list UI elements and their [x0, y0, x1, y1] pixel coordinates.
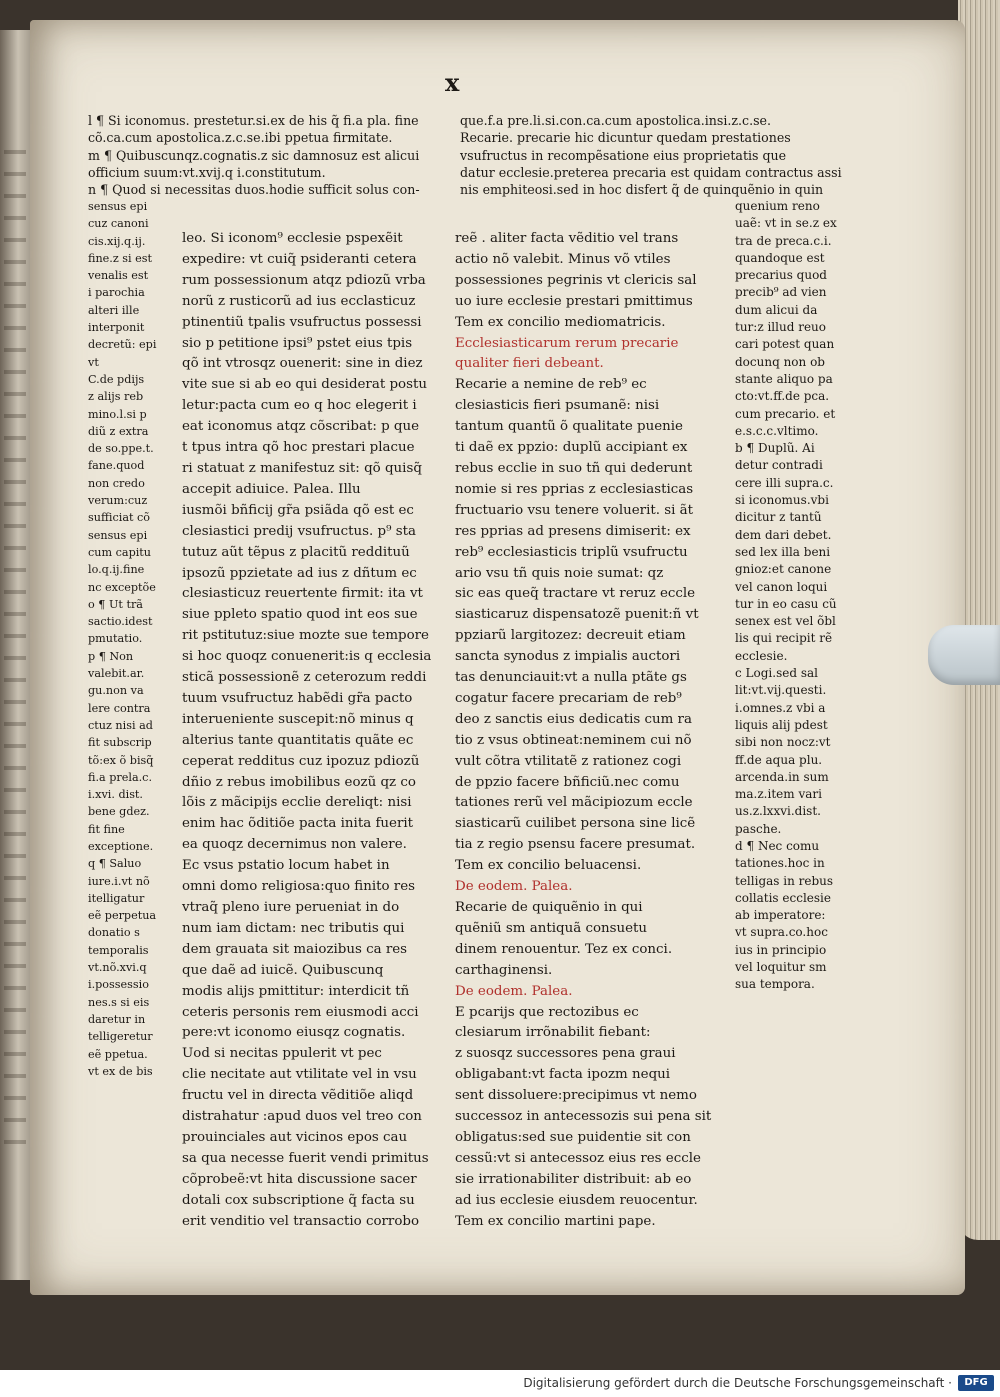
left-margin-line: tõ:ex õ bisq̃ — [88, 753, 154, 767]
page-clip — [928, 625, 1000, 685]
top-left-gloss-line: cõ.ca.cum apostolica.z.c.se.ibi ppetua firmitate. — [88, 130, 393, 146]
col2-line: ti daẽ ex ppzio: duplũ accipiant ex — [455, 440, 688, 456]
col1-line: alterius tante quantitatis quãte ec — [182, 732, 414, 748]
col1-line: sa qua necesse fuerit vendi primitus — [182, 1150, 429, 1166]
right-gloss-line: ma.z.item vari — [735, 787, 822, 802]
left-margin-line: sactio.idest — [88, 615, 153, 629]
right-gloss-line: detur contradi — [735, 458, 823, 473]
left-margin-line: lere contra — [88, 701, 151, 715]
col2-line: sent dissoluere:precipimus vt nemo — [455, 1088, 697, 1104]
col2-line: qualiter fieri debeant. — [455, 356, 604, 372]
left-margin-line: bene gdez. — [88, 805, 150, 819]
right-gloss-line: ab imperatore: — [735, 908, 826, 923]
left-margin-line: sufficiat cõ — [88, 511, 151, 525]
col2-line: ad ius ecclesie eiusdem reuocentur. — [455, 1192, 698, 1208]
col2-line: obligabant:vt facta ipozm nequi — [455, 1067, 671, 1083]
col2-line: tationes rerũ vel mãcipiozum eccle — [455, 795, 693, 811]
main-column-1 — [182, 229, 431, 1233]
col1-line: pere:vt iconomo eiusqz cognatis. — [182, 1025, 406, 1041]
col2-line: vult cõtra vtilitatẽ z rationez cogi — [455, 753, 682, 769]
right-gloss-line: pasche. — [735, 821, 782, 836]
right-gloss-line: tur:z illud reuo — [735, 320, 826, 335]
top-right-gloss-line: que.f.a pre.li.si.con.ca.cum apostolica.insi.z.c.se. — [460, 113, 771, 128]
col2-line: actio nõ valebit. Minus võ vtiles — [455, 251, 671, 267]
col2-line: siasticaruz dispensatozẽ puenit:ñ vt — [455, 607, 699, 623]
right-gloss-line: dem dari debet. — [735, 527, 832, 542]
col1-line: modis alijs pmittitur: interdicit tñ — [182, 983, 410, 999]
col1-line: dem grauata sit maiozibus ca res — [182, 941, 408, 957]
top-left-gloss-line: n ¶ Quod si necessitas duos.hodie sufficit solus con- — [88, 182, 420, 198]
left-margin-line: i.xvi. dist. — [88, 788, 143, 802]
right-gloss-line: dum alicui da — [735, 302, 818, 317]
right-gloss-line: cari potest quan — [735, 337, 835, 352]
col2-line: sie irrationabiliter distribuit: ab eo — [455, 1171, 692, 1187]
top-left-gloss-line: officium suum:vt.xvij.q i.constitutum. — [88, 164, 326, 180]
adjacent-page-edge — [0, 30, 30, 1280]
right-gloss-line: c Logi.sed sal — [735, 666, 818, 681]
top-right-gloss-line: Recarie. precarie hic dicuntur quedam prestationes — [460, 130, 791, 146]
left-margin-line: eẽ ppetua. — [88, 1047, 148, 1061]
col2-line: fructuario vsu tenere voluerit. si ãt — [455, 502, 694, 518]
right-gloss-line: stante aliquo pa — [735, 371, 833, 386]
left-margin-line: vt ex de bis — [88, 1064, 153, 1078]
col2-line: de ppzio facere bñficiũ.nec comu — [455, 774, 680, 790]
col1-line: qõ int vtrosqz ouenerit: sine in diez — [182, 356, 423, 372]
col1-line: distrahatur :apud duos vel treo con — [182, 1109, 422, 1125]
right-gloss-line: cto:vt.ff.de pca. — [735, 389, 830, 404]
col2-line: E pcarijs que rectozibus ec — [455, 1004, 639, 1020]
col1-line: rum possessionum atqz pdiozũ vrba — [182, 272, 426, 288]
col1-line: Uod si necitas ppulerit vt pec — [182, 1046, 382, 1062]
col1-line: norũ z rusticorũ ad ius ecclasticuz — [182, 293, 416, 309]
col2-line: deo z sanctis eius dedicatis cum ra — [455, 711, 692, 727]
col2-line: ppziarũ largitozez: decreuit etiam — [455, 628, 686, 644]
col2-line: Recarie de quiquẽnio in qui — [455, 900, 643, 915]
dfg-logo: DFG — [958, 1375, 994, 1391]
col1-line: rit pstitutuz:siue mozte sue tempore — [182, 628, 429, 644]
col1-line: tuum vsufructuz habẽdi gr̃a pacto — [182, 690, 413, 706]
left-margin-line: pmutatio. — [88, 632, 143, 646]
col1-line: vite sue si ab eo qui desiderat postu — [182, 377, 427, 393]
col2-line: sancta synodus z impialis auctori — [455, 649, 681, 665]
col1-line: ceteris personis rem eiusmodi acci — [182, 1004, 419, 1020]
col2-line: tio z vsus obtineat:neminem cui nõ — [455, 732, 692, 748]
right-gloss-line: docunq non ob — [735, 354, 825, 369]
right-gloss-line: vel canon loqui — [735, 579, 828, 594]
right-gloss-line: quandoque est — [735, 250, 825, 265]
left-margin-line: p ¶ Non — [88, 649, 134, 663]
left-margin-line: lo.q.ij.fine — [88, 563, 145, 577]
col2-line: cogatur facere precariam de reb⁹ — [455, 690, 682, 706]
left-margin-line: gu.non va — [88, 684, 144, 698]
left-margin-line: interponit — [88, 321, 145, 335]
col2-line: tia z regio psensu facere presumat. — [455, 837, 696, 853]
col1-line: letur:pacta cum eo q hoc elegerit i — [182, 398, 417, 414]
col2-line: res pprias ad presens dimiserit: ex — [455, 523, 691, 539]
left-margin-line: cum capitu — [88, 545, 152, 559]
col1-line: dñio z rebus imobilibus eozũ qz co — [182, 774, 416, 790]
right-gloss-line: cum precario. et — [735, 406, 836, 421]
col1-line: iusmõi bñficij gr̃a psiãda qõ est ec — [182, 502, 414, 518]
left-margin-line: nes.s si eis — [88, 995, 150, 1009]
col1-line: tutuz aũt tẽpus z placitũ reddituũ — [182, 544, 410, 560]
col2-line: tas denunciauit:vt a nulla ptãte gs — [455, 670, 687, 686]
left-margin-line: donatio s — [88, 926, 140, 940]
right-margin-gloss — [735, 198, 837, 994]
top-left-gloss-line: l ¶ Si iconomus. prestetur.si.ex de his q̃ fi.a pla. fine — [88, 113, 419, 128]
main-column-2 — [455, 229, 711, 1233]
col2-line: clesiarum irrõnabilit fiebant: — [455, 1025, 651, 1041]
col1-line: num iam dictam: nec tributis qui — [182, 920, 405, 936]
right-gloss-line: arcenda.in sum — [735, 769, 829, 784]
col2-line: quẽniũ sm antiquã consuetu — [455, 920, 648, 936]
col2-line: dinem renouentur. Tez ex conci. — [455, 941, 673, 957]
col1-line: accepit adiuice. Palea. Illu — [182, 481, 361, 497]
left-margin-line: ctuz nisi ad — [88, 718, 153, 732]
right-gloss-line: us.z.lxxvi.dist. — [735, 804, 821, 819]
left-margin-line: verum:cuz — [88, 494, 148, 508]
footer-bar — [0, 1370, 1000, 1397]
right-gloss-line: gnioz:et canone — [735, 562, 832, 577]
left-margin-line: iure.i.vt nõ — [88, 874, 150, 888]
col1-line: expedire: vt cuiq̃ psideranti cetera — [182, 251, 417, 267]
col1-line: sticã possessionẽ z ceterozum reddi — [182, 670, 427, 686]
col1-line: cõprobeẽ:vt hita discussione sacer — [182, 1171, 417, 1187]
col1-line: Ec vsus pstatio locum habet in — [182, 858, 390, 874]
top-left-gloss-line: m ¶ Quibuscunqz.cognatis.z sic damnosuz est alicui — [88, 147, 420, 163]
left-margin-line: itelligatur — [88, 891, 145, 905]
left-margin-line: i parochia — [88, 286, 145, 300]
col2-line: De eodem. Palea. — [455, 879, 573, 895]
right-gloss-line: si iconomus.vbi — [735, 493, 829, 508]
right-gloss-line: i.omnes.z vbi a — [735, 700, 826, 715]
top-right-gloss-line: vsufructus in recompẽsatione eius proprietatis que — [460, 147, 787, 163]
right-gloss-line: vt supra.co.hoc — [735, 925, 828, 940]
right-gloss-line: vel loquitur sm — [735, 960, 827, 975]
col2-line: uo iure ecclesie prestari pmittimus — [455, 293, 693, 309]
col1-line: vtraq̃ pleno iure perueniat in do — [182, 900, 400, 915]
right-gloss-line: liquis alij pdest — [735, 717, 828, 732]
left-margin-line: valebit.ar. — [88, 667, 145, 681]
right-gloss-line: lis qui recipit rẽ — [735, 631, 833, 646]
left-margin-line: eẽ perpetua — [88, 909, 157, 923]
right-gloss-line: sua tempora. — [735, 977, 815, 992]
col1-line: sio p petitione ipsi⁹ pstet eius tpis — [182, 335, 413, 351]
col2-line: z suosqz successores pena graui — [455, 1046, 676, 1062]
col2-line: tantum quantũ õ qualitate puenie — [455, 419, 683, 435]
right-gloss-line: senex est vel õbl — [735, 614, 836, 629]
right-gloss-line: sed lex illa beni — [735, 544, 831, 559]
col1-line: t tpus intra qõ hoc prestari placue — [182, 440, 415, 456]
left-margin-line: z alijs reb — [88, 390, 144, 404]
col1-line: eat iconomus atqz cõscribat: p que — [182, 419, 420, 435]
top-right-gloss-line: datur ecclesie.preterea precaria est quidam contractus assi — [460, 164, 842, 180]
top-right-gloss-line: nis emphiteosi.sed in hoc disfert q̃ de quinquẽnio in quin — [460, 182, 824, 198]
left-margin-line: fane.quod — [88, 459, 145, 473]
left-margin-line: fit subscrip — [88, 736, 152, 750]
col1-line: dotali cox subscriptione q̃ facta su — [182, 1192, 415, 1208]
right-gloss-line: e.s.c.c.vltimo. — [735, 423, 819, 438]
col2-line: siasticarũ cuilibet persona sine licẽ — [455, 816, 696, 832]
col1-line: ipsozũ ppzietate ad ius z dñtum ec — [182, 565, 417, 581]
right-gloss-line: uaẽ: vt in se.z ex — [735, 216, 837, 231]
col2-line: sic eas queq̃ tractare vt reruz eccle — [455, 586, 696, 602]
col2-line: De eodem. Palea. — [455, 983, 573, 999]
left-margin-line: telligeretur — [88, 1030, 153, 1044]
col2-line: clesiasticis fieri psumanẽ: nisi — [455, 398, 660, 414]
right-gloss-line: collatis ecclesie — [735, 890, 831, 905]
right-gloss-line: tur in eo casu cũ — [735, 596, 837, 611]
left-margin-line: i.possessio — [88, 978, 149, 992]
right-gloss-line: cere illi supra.c. — [735, 475, 834, 490]
col2-line: carthaginensi. — [455, 962, 553, 978]
right-gloss-line: ius in principio — [735, 942, 827, 957]
col2-line: successoz in antecessozis sui pena sit — [455, 1109, 712, 1125]
left-margin-line: decretũ: epi — [88, 338, 157, 352]
left-margin-line: nc exceptõe — [88, 580, 156, 594]
folio-number: x — [445, 68, 460, 97]
footer-credit: Digitalisierung gefördert durch die Deutsche Forschungsgemeinschaft · — [523, 1376, 952, 1390]
right-gloss-line: precib⁹ ad vien — [735, 285, 827, 300]
col2-line: Tem ex concilio mediomatricis. — [455, 314, 666, 330]
right-gloss-line: b ¶ Duplũ. Ai — [735, 441, 815, 456]
col1-line: prouinciales aut vicinos epos cau — [182, 1129, 408, 1145]
left-margin-gloss — [88, 198, 156, 1080]
col1-line: fructu vel in directa vẽditiõe aliqd — [182, 1088, 414, 1104]
col1-line: ri statuat z manifestuz sit: qõ quisq̃ — [182, 460, 422, 476]
left-margin-line: de so.ppe.t. — [88, 442, 154, 456]
right-gloss-line: ff.de aqua plu. — [735, 752, 823, 767]
left-margin-line: venalis est — [88, 269, 149, 283]
right-gloss-line: lit:vt.vij.questi. — [735, 683, 827, 698]
left-margin-line: non credo — [88, 476, 145, 490]
left-margin-line: C.de pdijs — [88, 372, 145, 386]
col1-line: clesiasticuz reuertente firmit: ita vt — [182, 586, 423, 602]
left-margin-line: exceptione. — [88, 839, 154, 853]
col2-line: cessũ:vt si antecessoz eius res eccle — [455, 1150, 701, 1166]
left-margin-line: sensus epi — [88, 528, 148, 542]
right-gloss-line: ecclesie. — [735, 648, 788, 663]
left-margin-line: sensus epi — [88, 200, 148, 213]
left-margin-line: diũ z extra — [88, 424, 149, 438]
left-margin-line: fi.a prela.c. — [88, 770, 153, 784]
top-right-gloss — [460, 112, 842, 198]
left-margin-line: alteri ille — [88, 303, 140, 317]
col1-line: clie necitate aut vtilitate vel in vsu — [182, 1067, 417, 1083]
right-gloss-line: d ¶ Nec comu — [735, 838, 820, 853]
col2-line: Recarie a nemine de reb⁹ ec — [455, 377, 647, 393]
right-gloss-line: quenium reno — [735, 199, 820, 213]
left-margin-line: o ¶ Ut trã — [88, 597, 143, 611]
col1-line: lõis z mãcipijs ecclie dereliqt: nisi — [182, 795, 412, 811]
left-margin-line: daretur in — [88, 1012, 146, 1026]
col2-line: rebus ecclie in suo tñ qui dederunt — [455, 460, 693, 476]
col1-line: enim hac õditiõe pacta inita fuerit — [182, 816, 414, 832]
col2-line: obligatus:sed sue puidentie sit con — [455, 1129, 691, 1145]
top-left-gloss — [88, 112, 420, 198]
left-margin-line: fine.z si est — [88, 251, 153, 265]
col1-line: omni domo religiosa:quo finito res — [182, 879, 415, 895]
left-margin-line: vt — [88, 355, 99, 369]
col2-line: reẽ . aliter facta vẽditio vel trans — [455, 231, 679, 246]
right-gloss-line: sibi non nocz:vt — [735, 735, 831, 750]
col1-line: ea quoqz decernimus non valere. — [182, 837, 407, 853]
right-gloss-line: tationes.hoc in — [735, 856, 825, 871]
col2-line: reb⁹ ecclesiasticis triplũ vsufructu — [455, 544, 688, 560]
col2-line: nomie si res pprias z ecclesiasticas — [455, 481, 694, 497]
left-margin-line: cis.xij.q.ij. — [88, 234, 146, 248]
left-margin-line: vt.nõ.xvi.q — [88, 961, 147, 975]
col2-line: Ecclesiasticarum rerum precarie — [455, 335, 679, 351]
left-margin-line: temporalis — [88, 943, 149, 957]
col2-line: possessiones pegrinis vt clericis sal — [455, 272, 697, 288]
right-gloss-line: telligas in rebus — [735, 873, 834, 888]
col1-line: erit venditio vel transactio corrobo — [182, 1213, 420, 1229]
col1-line: clesiastici predij vsufructus. p⁹ sta — [182, 523, 416, 539]
col1-line: que daẽ ad iuicẽ. Quibuscunq — [182, 962, 384, 978]
col1-line: si hoc quoqz conuenerit:is q ecclesia — [182, 649, 432, 665]
right-gloss-line: dicitur z tantũ — [735, 510, 822, 525]
col1-line: ptinentiũ tpalis vsufructus possessi — [182, 314, 422, 330]
left-margin-line: q ¶ Saluo — [88, 857, 142, 871]
col2-line: Tem ex concilio beluacensi. — [455, 858, 642, 874]
left-margin-line: cuz canoni — [88, 217, 149, 231]
col1-line: ceperat redditus cuz ipozuz pdiozũ — [182, 753, 420, 769]
col1-line: interueniente suscepit:nõ minus q — [182, 711, 414, 727]
left-margin-line: mino.l.si p — [88, 407, 147, 421]
col2-line: ario vsu tñ quis noie sumat: qz — [455, 565, 664, 581]
col1-line: siue ppleto spatio quod int eos sue — [182, 607, 418, 623]
right-gloss-line: precarius quod — [735, 268, 827, 283]
col1-line: leo. Si iconom⁹ ecclesie pspexẽit — [182, 231, 403, 246]
left-margin-line: fit fine — [88, 822, 125, 836]
right-gloss-line: tra de preca.c.i. — [735, 233, 832, 248]
col2-line: Tem ex concilio martini pape. — [455, 1213, 656, 1229]
